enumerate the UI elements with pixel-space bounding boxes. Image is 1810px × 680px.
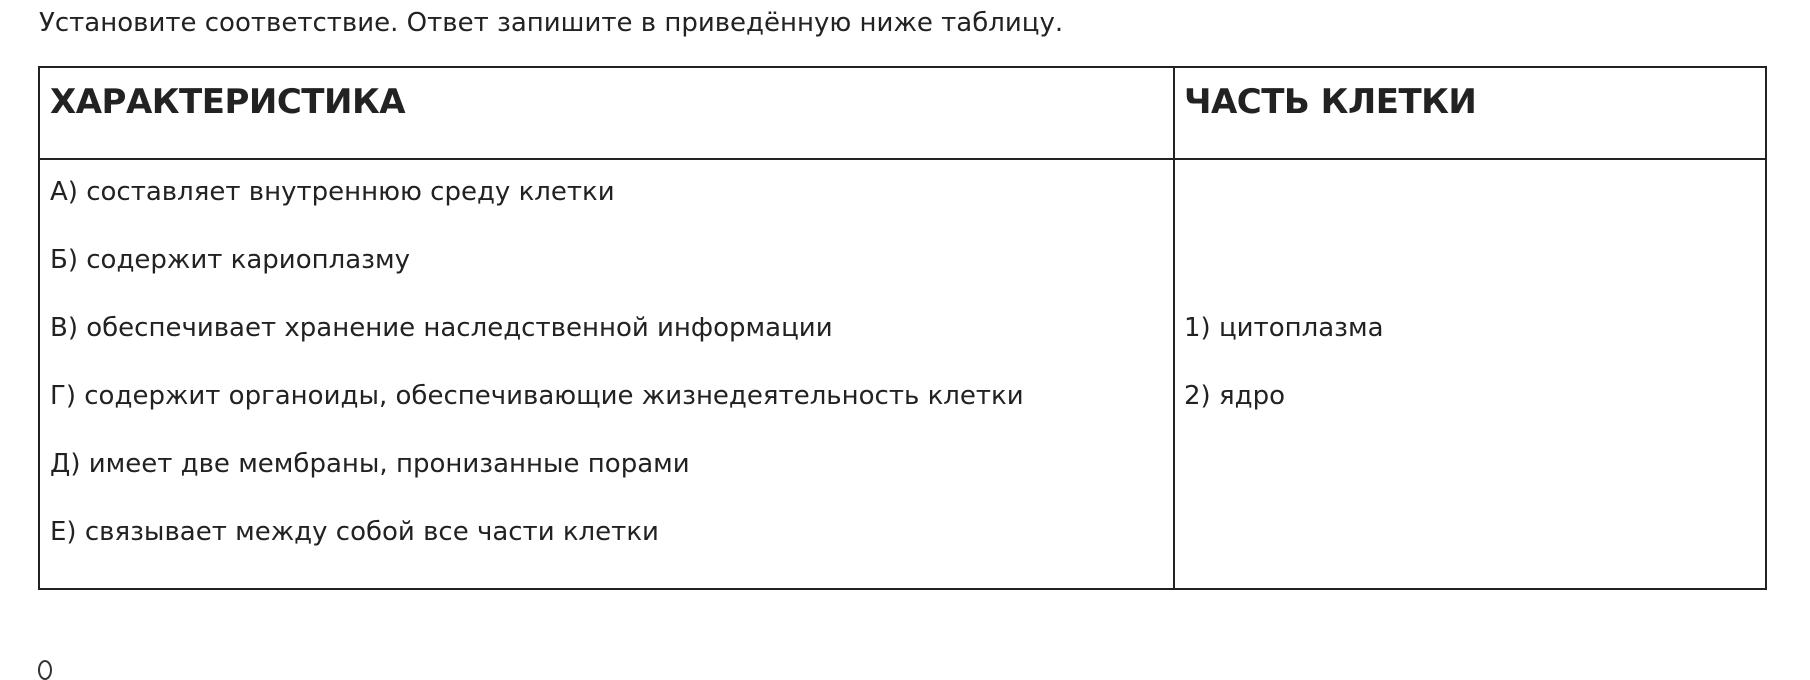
characteristic-e: Е) связывает между собой все части клетки bbox=[50, 517, 659, 547]
characteristics-column bbox=[50, 160, 1165, 568]
task-instruction: Установите соответствие. Ответ запишите в приведённую ниже таблицу. bbox=[39, 8, 1064, 38]
characteristic-d: Д) имеет две мембраны, пронизанные порами bbox=[50, 449, 690, 479]
cut-off-glyph bbox=[38, 660, 52, 680]
characteristic-v: В) обеспечивает хранение наследственной информации bbox=[50, 313, 833, 343]
header-cell-part: ЧАСТЬ КЛЕТКИ bbox=[1184, 82, 1477, 122]
characteristic-g: Г) содержит органоиды, обеспечивающие жизнедеятельность клетки bbox=[50, 381, 1024, 411]
table-header-row bbox=[40, 68, 1765, 160]
part-cytoplasm: 1) цитоплазма bbox=[1184, 313, 1384, 343]
characteristic-b: Б) содержит кариоплазму bbox=[50, 245, 410, 275]
characteristic-a: А) составляет внутреннюю среду клетки bbox=[50, 177, 615, 207]
part-nucleus: 2) ядро bbox=[1184, 381, 1285, 411]
cell-parts-column bbox=[1184, 160, 1744, 432]
matching-table bbox=[38, 66, 1767, 590]
parts-spacer bbox=[1184, 160, 1744, 296]
column-divider bbox=[1173, 68, 1175, 588]
header-characteristic: ХАРАКТЕРИСТИКА bbox=[50, 82, 406, 122]
